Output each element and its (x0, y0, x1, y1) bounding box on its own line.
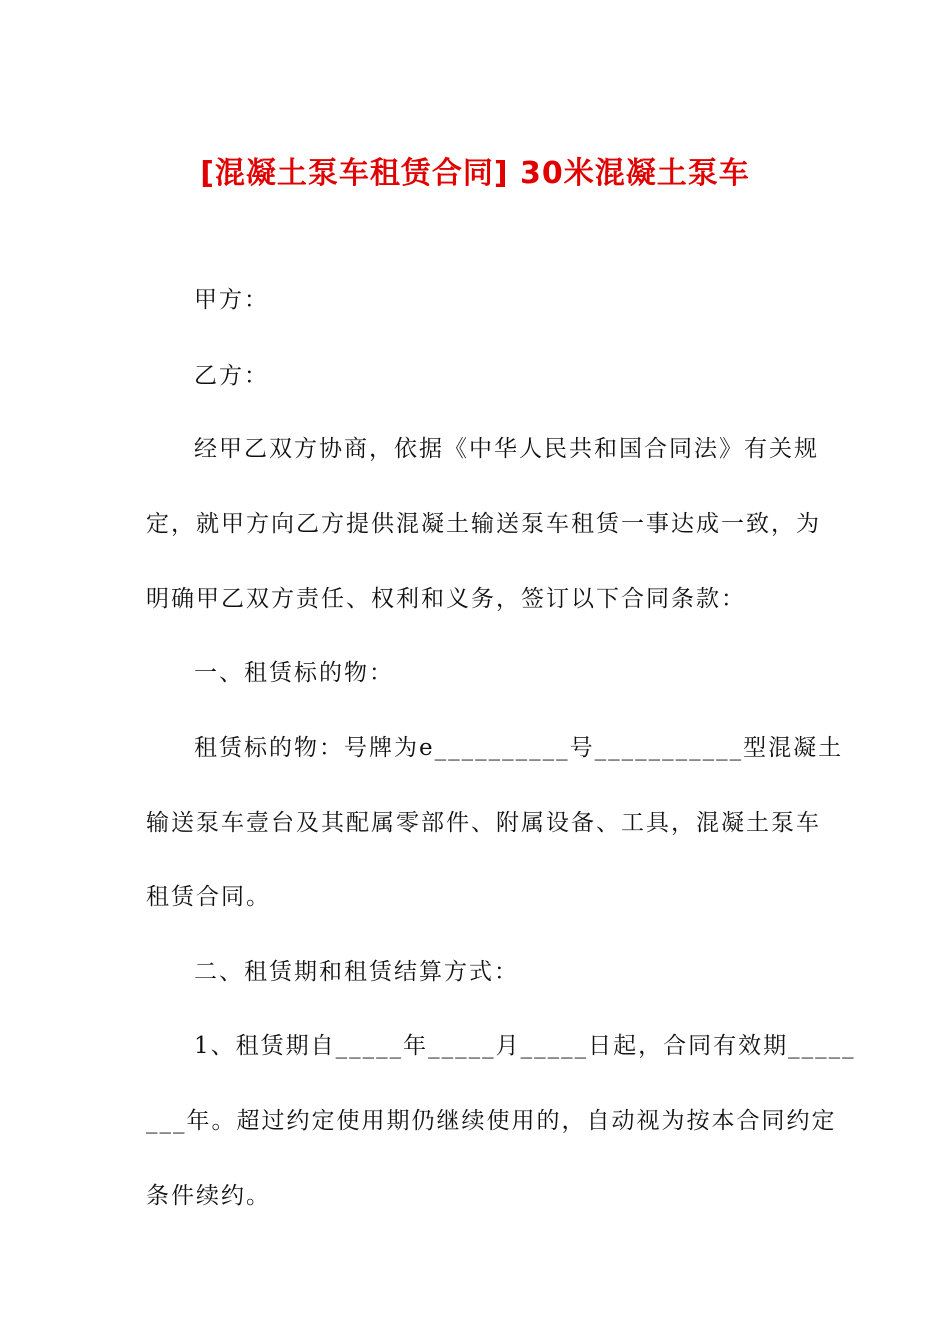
clause-1-line-3: 条件续约。 (146, 1183, 271, 1209)
section-1-body-line-3: 租赁合同。 (146, 884, 271, 910)
party-a-line: 甲方： (194, 287, 269, 313)
preamble-line-1: 经甲乙双方协商，依据《中华人民共和国合同法》有关规 (194, 436, 819, 462)
section-2-heading: 二、租赁期和租赁结算方式： (194, 959, 519, 985)
clause-1-line-2: ___年。超过约定使用期仍继续使用的，自动视为按本合同约定 (146, 1108, 837, 1134)
preamble-line-2: 定，就甲方向乙方提供混凝土输送泵车租赁一事达成一致，为 (146, 511, 821, 537)
preamble-line-3: 明确甲乙双方责任、权利和义务，签订以下合同条款： (146, 586, 746, 612)
party-b-line: 乙方： (194, 363, 269, 389)
document-title: [混凝土泵车租赁合同] 30米混凝土泵车 (200, 156, 750, 191)
section-1-body-line-1: 租赁标的物：号牌为e__________号___________型混凝土 (194, 735, 844, 761)
section-1-body-line-2: 输送泵车壹台及其配属零部件、附属设备、工具，混凝土泵车 (146, 810, 821, 836)
clause-1-line-1: 1、租赁期自_____年_____月_____日起，合同有效期_____ (194, 1033, 856, 1059)
section-1-heading: 一、租赁标的物： (194, 660, 394, 686)
